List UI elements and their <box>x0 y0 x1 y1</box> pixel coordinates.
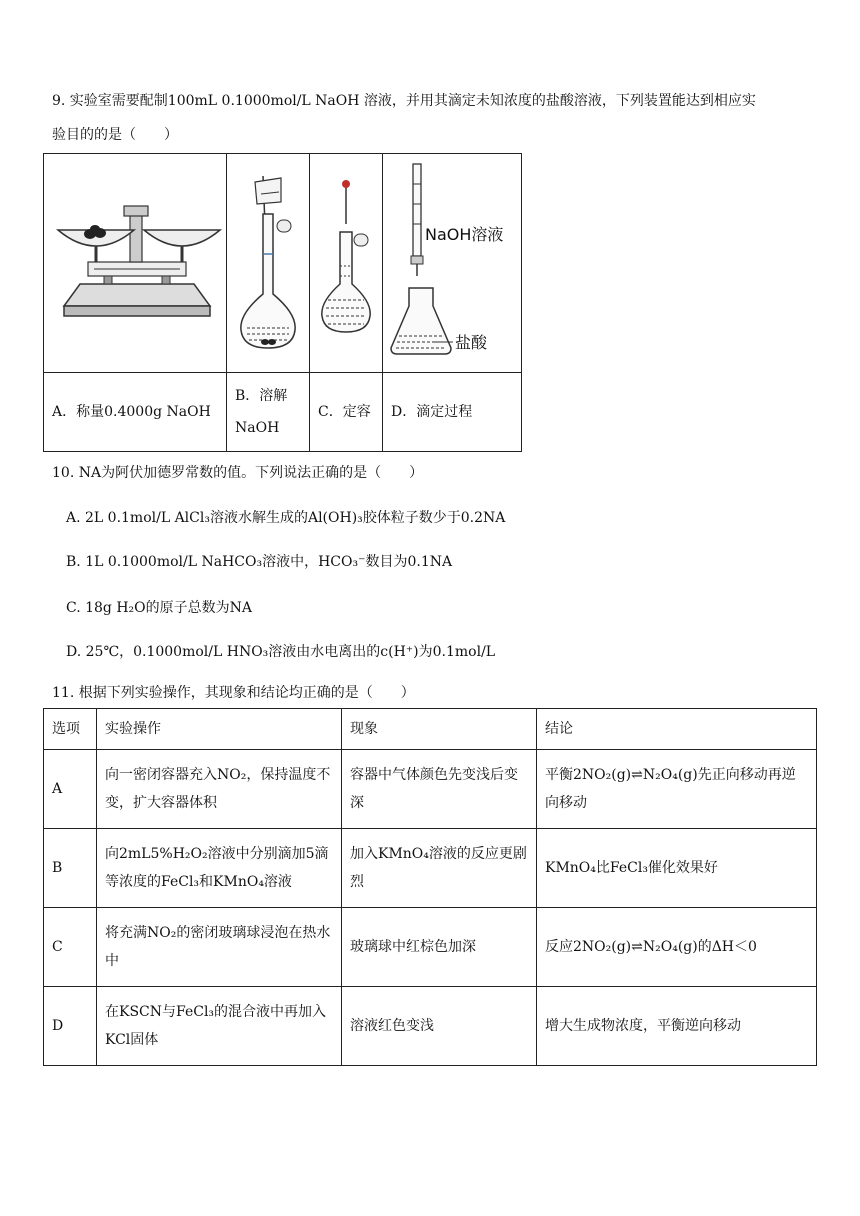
question-10-stem: 10. NA为阿伏加德罗常数的值。下列说法正确的是（ ） <box>52 465 424 481</box>
q10-option-c: C. 18g H₂O的原子总数为NA <box>66 600 252 616</box>
table-row <box>44 987 817 1066</box>
row-conclusion: 平衡2NO₂(g)⇌N₂O₄(g)先正向移动再逆向移动 <box>537 750 817 829</box>
titration-setup <box>383 154 521 368</box>
q9-line1: 9. 实验室需要配制100mL 0.1000mol/L NaOH 溶液，并用其滴定未知浓度的盐酸溶液，下列装置能达到相应实 <box>52 93 756 109</box>
fix-volume-cell <box>310 154 383 373</box>
table-row <box>44 829 817 908</box>
row-operation: 将充满NO₂的密闭玻璃球浸泡在热水中 <box>97 908 342 987</box>
row-option: D <box>44 987 97 1066</box>
row-phenomenon: 加入KMnO₄溶液的反应更剧烈 <box>342 829 537 908</box>
row-option: C <box>44 908 97 987</box>
row-phenomenon: 玻璃球中红棕色加深 <box>342 908 537 987</box>
q10-option-a: A. 2L 0.1mol/L AlCl₃溶液水解生成的Al(OH)₃胶体粒子数少于0.2NA <box>66 510 506 526</box>
row-option: B <box>44 829 97 908</box>
q9-option-c: C．定容 <box>310 373 383 452</box>
header-option: 选项 <box>44 709 97 750</box>
q9-option-d: D．滴定过程 <box>383 373 522 452</box>
balance-cell <box>44 154 227 373</box>
row-conclusion: KMnO₄比FeCl₃催化效果好 <box>537 829 817 908</box>
titration-cell <box>383 154 522 373</box>
dissolve-cell <box>227 154 310 373</box>
volumetric-flask-dissolve <box>227 154 309 368</box>
row-option: A <box>44 750 97 829</box>
row-operation: 在KSCN与FeCl₃的混合液中再加入KCl固体 <box>97 987 342 1066</box>
header-operation: 实验操作 <box>97 709 342 750</box>
row-conclusion: 反应2NO₂(g)⇌N₂O₄(g)的ΔH＜0 <box>537 908 817 987</box>
balance-illustration <box>44 154 226 368</box>
q10-option-b: B. 1L 0.1000mol/L NaHCO₃溶液中，HCO₃⁻数目为0.1NA <box>66 554 453 570</box>
row-operation: 向2mL5%H₂O₂溶液中分别滴加5滴等浓度的FeCl₃和KMnO₄溶液 <box>97 829 342 908</box>
header-conclusion: 结论 <box>537 709 817 750</box>
hydrochloric-acid-label: 盐酸 <box>455 333 488 352</box>
q9-line2: 验目的的是（ ） <box>52 127 178 143</box>
table-row <box>44 908 817 987</box>
q9-apparatus-table <box>43 153 522 452</box>
naoh-solution-label: NaOH溶液 <box>425 225 504 244</box>
row-phenomenon: 溶液红色变浅 <box>342 987 537 1066</box>
question-11-stem: 11. 根据下列实验操作，其现象和结论均正确的是（ ） <box>52 685 415 701</box>
q11-header-row <box>44 709 817 750</box>
q10-option-d: D. 25℃，0.1000mol/L HNO₃溶液由水电离出的c(H⁺)为0.1mol/L <box>66 644 496 660</box>
q11-table <box>43 708 817 1066</box>
row-operation: 向一密闭容器充入NO₂，保持温度不变，扩大容器体积 <box>97 750 342 829</box>
table-row <box>44 750 817 829</box>
question-9-stem <box>52 84 816 152</box>
volumetric-flask-fill <box>310 154 382 368</box>
q9-option-a: A．称量0.4000g NaOH <box>44 373 227 452</box>
row-conclusion: 增大生成物浓度，平衡逆向移动 <box>537 987 817 1066</box>
header-phenomenon: 现象 <box>342 709 537 750</box>
row-phenomenon: 容器中气体颜色先变浅后变深 <box>342 750 537 829</box>
q9-option-b: B．溶解 NaOH <box>227 373 310 452</box>
